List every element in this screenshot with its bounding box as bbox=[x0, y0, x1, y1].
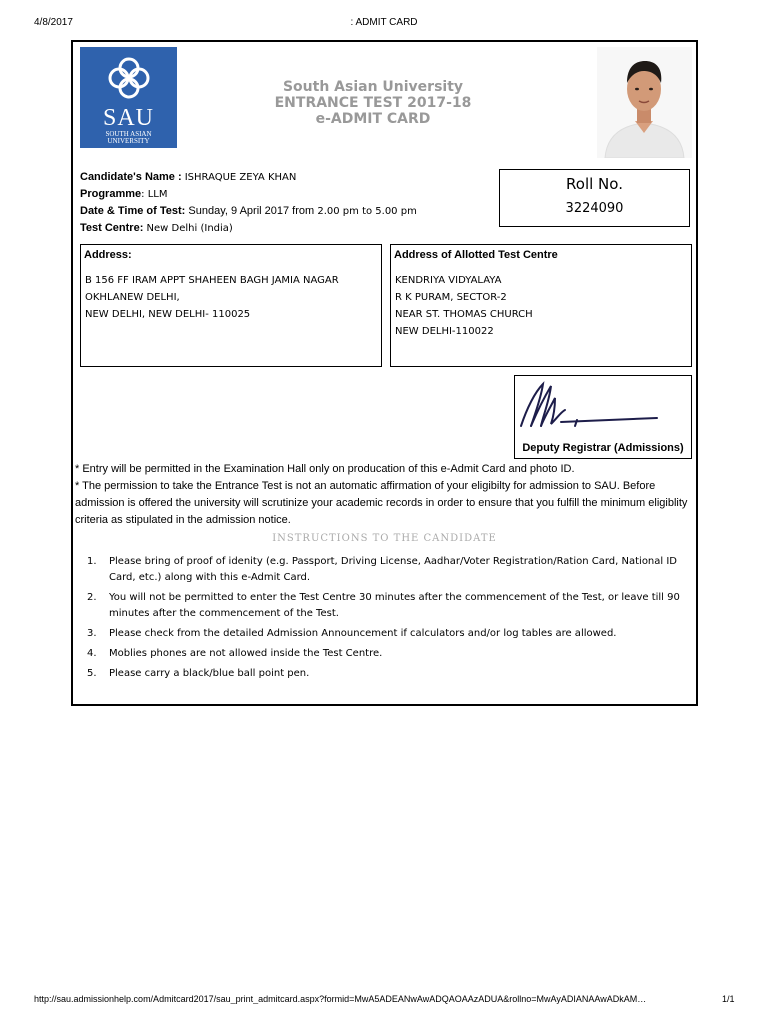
centre-address-box bbox=[390, 244, 692, 367]
logo-name bbox=[80, 131, 177, 145]
instruction-number: 3. bbox=[87, 628, 97, 639]
instruction-item bbox=[87, 590, 687, 622]
address-lines bbox=[85, 272, 339, 323]
candidate-address-box bbox=[80, 244, 382, 367]
admit-card bbox=[71, 40, 698, 706]
candidate-name: ISHRAQUE ZEYA KHAN bbox=[184, 172, 297, 183]
instruction-item bbox=[87, 554, 687, 586]
page-number: 1/1 bbox=[722, 994, 735, 1004]
test-name: ENTRANCE TEST 2017-18 bbox=[274, 95, 472, 111]
instruction-text: Moblies phones are not allowed inside the Test Centre. bbox=[109, 648, 383, 659]
instruction-text: You will not be permitted to enter the Test Centre 30 minutes after the commencement of the Test, or leave till 90 minutes after the commencement of the Test. bbox=[109, 592, 680, 619]
instruction-text: Please check from the detailed Admission Announcement if calculators and/or log tables are allowed. bbox=[109, 628, 617, 639]
programme-label: Programme bbox=[80, 188, 142, 200]
centre-address-line: NEW DELHI-110022 bbox=[395, 326, 494, 337]
logo-abbr: SAU bbox=[102, 105, 154, 131]
centre-label: Test Centre: bbox=[80, 222, 144, 234]
instruction-text: Please bring of proof of idenity (e.g. Passport, Driving License, Aadhar/Voter Registration/Ration Card, National ID Card, etc.) along with this e-Admit Card. bbox=[109, 556, 678, 583]
datetime-label: Date & Time of Test: bbox=[80, 205, 186, 217]
test-time: 2.00 pm to 5.00 pm bbox=[314, 206, 417, 217]
instruction-item bbox=[87, 646, 687, 662]
roll-number-box bbox=[499, 169, 690, 227]
instruction-number: 4. bbox=[87, 648, 97, 659]
instruction-number: 2. bbox=[87, 592, 97, 603]
instructions-title: INSTRUCTIONS TO THE CANDIDATE bbox=[272, 533, 497, 544]
centre-address-line: R K PURAM, SECTOR-2 bbox=[395, 292, 507, 303]
note: * The permission to take the Entrance Test is not an automatic affirmation of your eligibilty for admission to SAU. Before admission is offered the university will scrutinize your academic records in order to ensure that you fulfill the minimum eligiblity criteria as stipulated in the admission notice. bbox=[75, 480, 688, 526]
signature-box bbox=[514, 375, 692, 459]
logo-name-line: UNIVERSITY bbox=[107, 137, 150, 145]
centre-address-lines bbox=[395, 272, 533, 340]
university-name: South Asian University bbox=[282, 79, 464, 95]
centre-address-title: Address of Allotted Test Centre bbox=[394, 249, 558, 261]
admission-notes bbox=[75, 461, 695, 529]
signatory-label: Deputy Registrar (Admissions) bbox=[522, 442, 684, 454]
programme-value: : LLM bbox=[141, 189, 168, 200]
instruction-number: 5. bbox=[87, 668, 97, 679]
roll-label: Roll No. bbox=[566, 175, 623, 193]
instructions-list bbox=[87, 554, 687, 686]
university-logo bbox=[80, 47, 177, 148]
instruction-number: 1. bbox=[87, 556, 97, 567]
name-label: Candidate's Name : bbox=[80, 171, 182, 183]
address-title: Address: bbox=[84, 249, 132, 261]
centre-address-line: KENDRIYA VIDYALAYA bbox=[395, 275, 502, 286]
print-date: 4/8/2017 bbox=[34, 17, 73, 28]
note: * Entry will be permitted in the Examination Hall only on producation of this e-Admit Card and photo ID. bbox=[75, 463, 575, 475]
instruction-item bbox=[87, 666, 687, 682]
candidate-photo bbox=[597, 47, 692, 158]
logo-name-line: SOUTH ASIAN bbox=[105, 130, 152, 138]
card-title: e-ADMIT CARD bbox=[315, 111, 431, 127]
test-date: Sunday, 9 April 2017 from bbox=[185, 205, 315, 217]
address-line: OKHLANEW DELHI, bbox=[85, 292, 180, 303]
candidate-details bbox=[80, 169, 417, 237]
roll-number: 3224090 bbox=[565, 201, 624, 216]
card-heading bbox=[223, 79, 523, 127]
instruction-item bbox=[87, 626, 687, 642]
signature-image bbox=[517, 378, 689, 436]
centre-address-line: NEAR ST. THOMAS CHURCH bbox=[395, 309, 533, 320]
instruction-text: Please carry a black/blue ball point pen. bbox=[109, 668, 310, 679]
test-centre: New Delhi (India) bbox=[143, 223, 233, 234]
address-line: B 156 FF IRAM APPT SHAHEEN BAGH JAMIA NAGAR bbox=[85, 275, 339, 286]
knot-emblem-icon bbox=[108, 55, 150, 101]
address-line: NEW DELHI, NEW DELHI- 110025 bbox=[85, 309, 251, 320]
print-title: : ADMIT CARD bbox=[350, 17, 418, 28]
page-url: http://sau.admissionhelp.com/Admitcard2017/sau_print_admitcard.aspx?formid=MwA5ADEANwAwADQAOAAzADUA&rollno=MwAyADIANAAwADkAM… bbox=[34, 994, 647, 1004]
